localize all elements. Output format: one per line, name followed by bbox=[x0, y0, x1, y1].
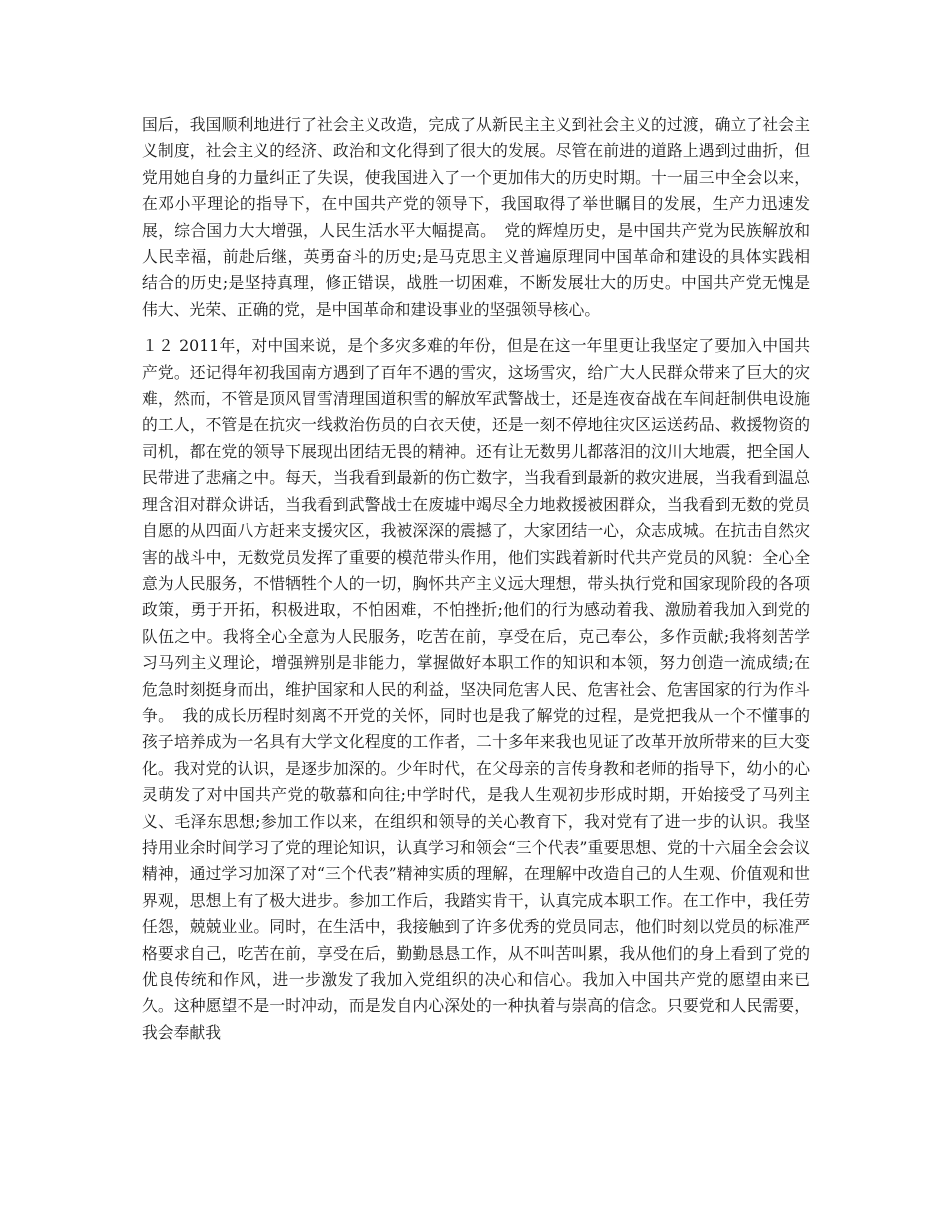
paragraph-application: １２ 2011年，对中国来说，是个多灾多难的年份，但是在这一年里更让我坚定了要加入中国共产党。还记得年初我国南方遇到了百年不遇的雪灾，这场雪灾，给广大人民群众带来了巨大的灾难，然而，不管是顶风冒雪清理国道积雪的解放军武警战士，还是连夜奋战在车间赶制供电设施的工人，不管是在抗灾一线救治伤员的白衣天使，还是一刻不停地往灾区运送药品、救援物资的司机，都在党的领导下展现出团结无畏的精神。还有让无数男儿都落泪的汶川大地震，把全国人民带进了悲痛之中。每天，当我看到最新的伤亡数字，当我看到最新的救灾进展，当我看到温总理含泪对群众讲话，当我看到武警战士在废墟中竭尽全力地救援被困群众，当我看到无数的党员自愿的从四面八方赶来支援灾区，我被深深的震撼了，大家团结一心，众志成城。在抗击自然灾害的战斗中，无数党员发挥了重要的模范带头作用，他们实践着新时代共产党员的风貌：全心全意为人民服务，不惜牺牲个人的一切，胸怀共产主义远大理想，带头执行党和国家现阶段的各项政策，勇于开拓，积极进取，不怕困难，不怕挫折;他们的行为感动着我、激励着我加入到党的队伍之中。我将全心全意为人民服务，吃苦在前，享受在后，克己奉公，多作贡献;我将刻苦学习马列主义理论，增强辨别是非能力，掌握做好本职工作的知识和本领，努力创造一流成绩;在危急时刻挺身而出，维护国家和人民的利益，坚决同危害人民、危害社会、危害国家的行为作斗争。 我的成长历程时刻离不开党的关怀，同时也是我了解党的过程，是党把我从一个不懂事的孩子培养成为一名具有大学文化程度的工作者，二十多年来我也见证了改革开放所带来的巨大变化。我对党的认识，是逐步加深的。少年时代，在父母亲的言传身教和老师的指导下，幼小的心灵萌发了对中国共产党的敬慕和向往;中学时代，是我人生观初步形成时期，开始接受了马列主义、毛泽东思想;参加工作以来，在组织和领导的关心教育下，我对党有了进一步的认识。我坚持用业余时间学习了党的理论知识，认真学习和领会“三个代表”重要思想、党的十六届全会会议精神，通过学习加深了对“三个代表”精神实质的理解，在理解中改造自己的人生观、价值观和世界观，思想上有了极大进步。参加工作后，我踏实肯干，认真完成本职工作。在工作中，我任劳任怨，兢兢业业。同时，在生活中，我接触到了许多优秀的党员同志，他们时刻以党员的标准严格要求自己，吃苦在前，享受在后，勤勤恳恳工作，从不叫苦叫累，我从他们的身上看到了党的优良传统和作风，进一步激发了我加入党组织的决心和信心。我加入中国共产党的愿望由来已久。这种愿望不是一时冲动，而是发自内心深处的一种执着与崇高的信念。只要党和人民需要，我会奉献我 bbox=[142, 336, 810, 1042]
paragraph-history: 国后，我国顺利地进行了社会主义改造，完成了从新民主主义到社会主义的过渡，确立了社会主义制度，社会主义的经济、政治和文化得到了很大的发展。尽管在前进的道路上遇到过曲折，但党用她自身的力量纠正了失误，使我国进入了一个更加伟大的历史时期。十一届三中全会以来，在邓小平理论的指导下，在中国共产党的领导下，我国取得了举世瞩目的发展，生产力迅速发展，综合国力大大增强，人民生活水平大幅提高。 党的辉煌历史，是中国共产党为民族解放和人民幸福，前赴后继，英勇奋斗的历史;是马克思主义普遍原理同中国革命和建设的具体实践相结合的历史;是坚持真理，修正错误，战胜一切困难，不断发展壮大的历史。中国共产党无愧是伟大、光荣、正确的党，是中国革命和建设事业的坚强领导核心。 bbox=[142, 115, 810, 319]
document-body bbox=[142, 112, 810, 1056]
